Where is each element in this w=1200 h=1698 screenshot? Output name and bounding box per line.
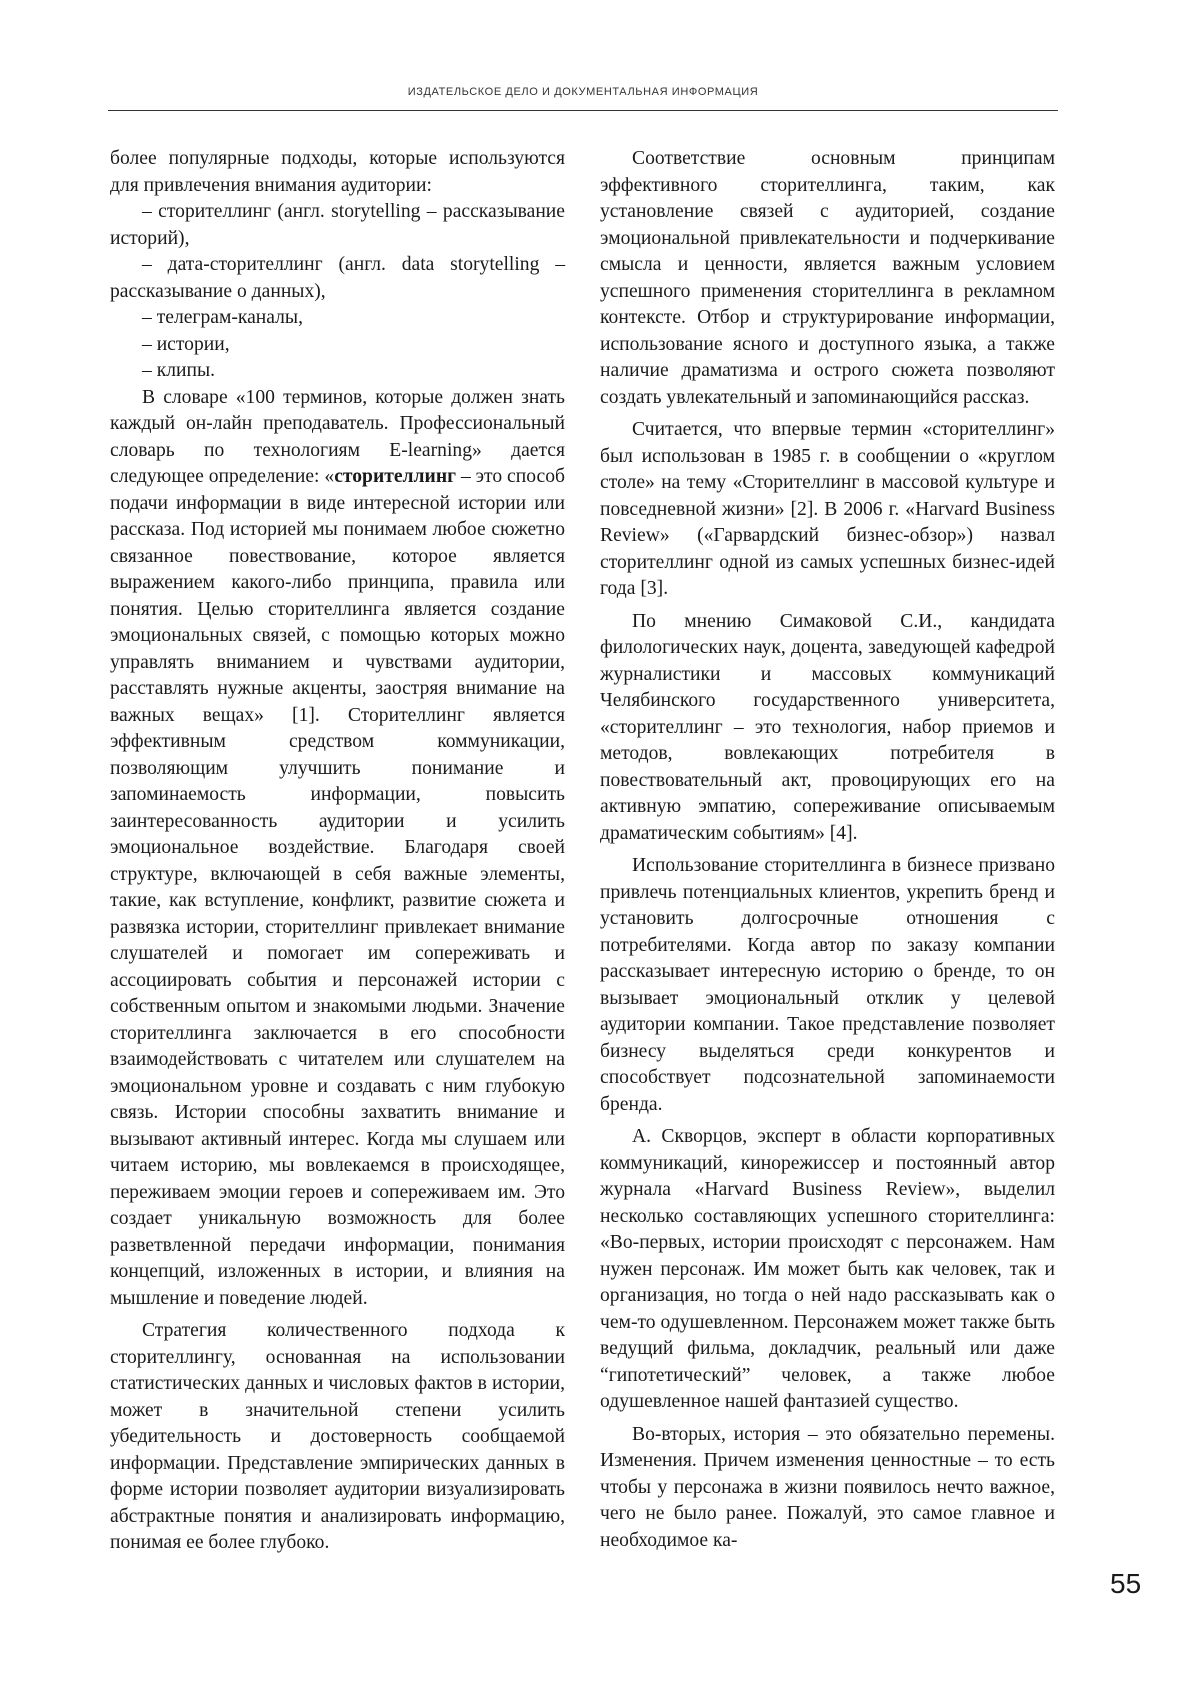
list-item: – сторителлинг (англ. storytelling – рассказывание историй), xyxy=(110,201,565,249)
definition-lead: В словаре «100 терминов, которые должен знать каждый он-лайн преподаватель. Профессиональный словарь по технологиям E-learning» дается следующее определение: « xyxy=(110,386,565,487)
changes-paragraph: Во-вторых, история – это обязательно перемены. Изменения. Причем изменения ценностные – то есть чтобы у персонажа в жизни появилось нечто важное, чего не было ранее. Пожалуй, это самое главное и необходимое ка- xyxy=(600,1423,1055,1551)
definition-body: – это способ подачи информации в виде интересной истории или рассказа. Под историей мы понимаем любое сюжетно связанное повествование, которое является выражением какого-либо принципа, правила или понятия. Целью сторителлинга является создание эмоциональных связей, с помощью которых можно управлять вниманием и чувствами аудитории, расставлять нужные акценты, заостряя внимание на важных вещах» [1]. Сторителлинг является эффективным средством коммуникации, позволяющим улучшить понимание и запоминаемость информации, повысить заинтересованность аудитории и усилить эмоциональное воздействие. Благодаря своей структуре, включающей в себя важные элементы, такие, как вступление, конфликт, развитие сюжета и развязка истории, сторителлинг привлекает внимание слушателей и помогает им сопереживать и ассоциировать события и персонажей истории с собственным опытом и знакомыми людьми. Значение сторителлинга заключается в его способности взаимодействовать с читателем или слушателем на эмоциональном уровне и создавать с ним глубокую связь. Истории способны захватить внимание и вызывают активный интерес. Когда мы слушаем или читаем историю, мы вовлекаемся в происходящее, переживаем эмоции героев и сопереживаем им. Это создает уникальную возможность для более разветвленной передачи информации, понимания концепций, изложенных в истории, и влияния на мышление и поведение людей. xyxy=(110,466,565,1309)
defined-term: сторителлинг xyxy=(334,466,457,487)
right-column xyxy=(600,146,1055,1554)
skvortsov-paragraph: А. Скворцов, эксперт в области корпоративных коммуникаций, кинорежиссер и постоянный автор журнала «Harvard Business Review», выделил несколько составляющих успешного сторителлинга: «Во-первых, истории происходят с персонажем. Нам нужен персонаж. Им может быть как человек, так и организация, но тогда о ней надо рассказывать как о чем-то одушевленном. Персонажем может также быть ведущий фильма, докладчик, реальный или даже “гипотетический” человек, а также любое одушевленное нашей фантазией существо. xyxy=(600,1126,1055,1412)
definition-paragraph xyxy=(110,385,565,1313)
list-item: – клипы. xyxy=(142,360,216,381)
history-paragraph: Считается, что впервые термин «сторителлинг» был использован в 1985 г. в сообщении о «круглом столе» на тему «Сторителлинг в массовой культуре и повседневной жизни» [2]. В 2006 г. «Harvard Business Review» («Гарвардский бизнес-обзор») назвал сторителлинг одной из самых успешных бизнес-идей года [3]. xyxy=(600,419,1055,599)
intro-paragraph: более популярные подходы, которые используются для привлечения внимания аудитории: xyxy=(110,148,565,196)
page-number: 55 xyxy=(1110,1568,1142,1599)
simakova-paragraph: По мнению Симаковой С.И., кандидата филологических наук, доцента, заведующей кафедрой журналистики и массовых коммуникаций Челябинского государственного университета, «сторителлинг – это технология, набор приемов и методов, вовлекающих потребителя в повествовательный акт, провоцирующих его на активную эмпатию, сопереживание описываемым драматическим событиям» [4]. xyxy=(600,610,1055,844)
running-title: ИЗДАТЕЛЬСКОЕ ДЕЛО И ДОКУМЕНТАЛЬНАЯ ИНФОРМАЦИЯ xyxy=(407,86,759,98)
list-item: – телеграм-каналы, xyxy=(142,307,303,328)
list-item: – истории, xyxy=(142,333,230,355)
strategy-paragraph: Стратегия количественного подхода к сторителлингу, основанная на использовании статистических данных и числовых фактов в истории, может в значительной степени усилить убедительность и достоверность сообщаемой информации. Представление эмпирических данных в форме истории позволяет аудитории визуализировать абстрактные понятия и анализировать информацию, понимая ее более глубоко. xyxy=(110,1320,565,1553)
left-column xyxy=(110,146,565,1557)
business-paragraph: Использование сторителлинга в бизнесе призвано привлечь потенциальных клиентов, укрепить бренд и установить долгосрочные отношения с потребителями. Когда автор по заказу компании рассказывает интересную историю о бренде, то он вызывает эмоциональный отклик у целевой аудитории компании. Такое представление позволяет бизнесу выделяться среди конкурентов и способствует подсознательной запоминаемости бренда. xyxy=(600,855,1055,1115)
header-rule xyxy=(108,110,1058,111)
principles-paragraph: Соответствие основным принципам эффективного сторителлинга, таким, как установление связей с аудиторией, создание эмоциональной привлекательности и подчеркивание смысла и ценности, является важным условием успешного применения сторителлинга в рекламном контексте. Отбор и структурирование информации, использование ясного и доступного языка, а также наличие драматизма и острого сюжета позволяют создать увлекательный и запоминающийся рассказ. xyxy=(600,148,1055,408)
list-item: – дата-сторителлинг (англ. data storytelling – рассказывание о данных), xyxy=(110,254,565,302)
